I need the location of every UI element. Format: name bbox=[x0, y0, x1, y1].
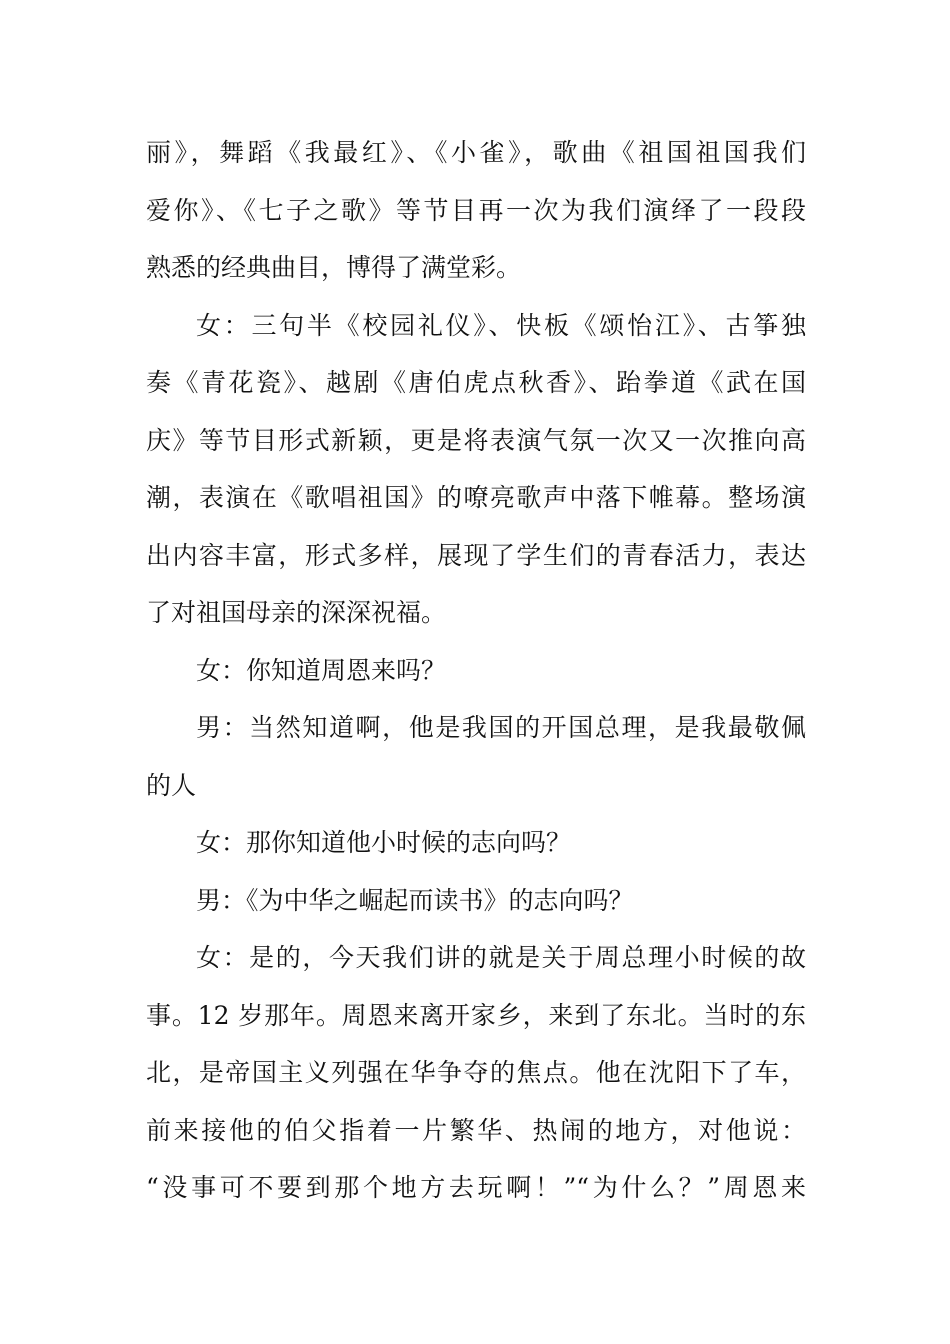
text-line: 熟悉的经典曲目，博得了满堂彩。 bbox=[146, 253, 522, 282]
text-line: 的人 bbox=[146, 770, 197, 800]
text-line: 了对祖国母亲的深深祝福。 bbox=[146, 598, 447, 627]
text-line: 潮，表演在《歌唱祖国》的嘹亮歌声中落下帷幕。整场演 bbox=[146, 483, 806, 512]
text-line: 出内容丰富，形式多样，展现了学生们的青春活力，表达 bbox=[146, 540, 806, 570]
text-line: 女：那你知道他小时候的志向吗？ bbox=[196, 828, 572, 857]
text-line: 庆》等节目形式新颖，更是将表演气氛一次又一次推向高 bbox=[146, 425, 806, 455]
text-line: 女：三句半《校园礼仪》、快板《颂怡江》、古筝独 bbox=[196, 310, 806, 340]
text-line: 北，是帝国主义列强在华争夺的焦点。他在沈阳下了车， bbox=[146, 1058, 806, 1087]
text-line: 男：《为中华之崛起而读书》的志向吗？ bbox=[196, 885, 634, 915]
text-line: 女：是的，今天我们讲的就是关于周总理小时候的故 bbox=[196, 943, 806, 972]
text-line: 女：你知道周恩来吗？ bbox=[196, 655, 447, 685]
text-line: 男：当然知道啊，他是我国的开国总理，是我最敬佩 bbox=[196, 713, 806, 742]
text-line: 事。12 岁那年。周恩来离开家乡，来到了东北。当时的东 bbox=[146, 1000, 806, 1030]
text-line: 丽》，舞蹈《我最红》、《小雀》，歌曲《祖国祖国我们 bbox=[146, 138, 806, 167]
text-line: 爱你》、《七子之歌》等节目再一次为我们演绎了一段段 bbox=[146, 195, 806, 225]
text-line: 前来接他的伯父指着一片繁华、热闹的地方，对他说： bbox=[146, 1115, 806, 1145]
text-line: “没事可不要到那个地方去玩啊！”“为什么？”周恩来 bbox=[146, 1173, 806, 1202]
text-line: 奏《青花瓷》、越剧《唐伯虎点秋香》、跆拳道《武在国 bbox=[146, 368, 806, 397]
document-body bbox=[146, 124, 806, 1217]
